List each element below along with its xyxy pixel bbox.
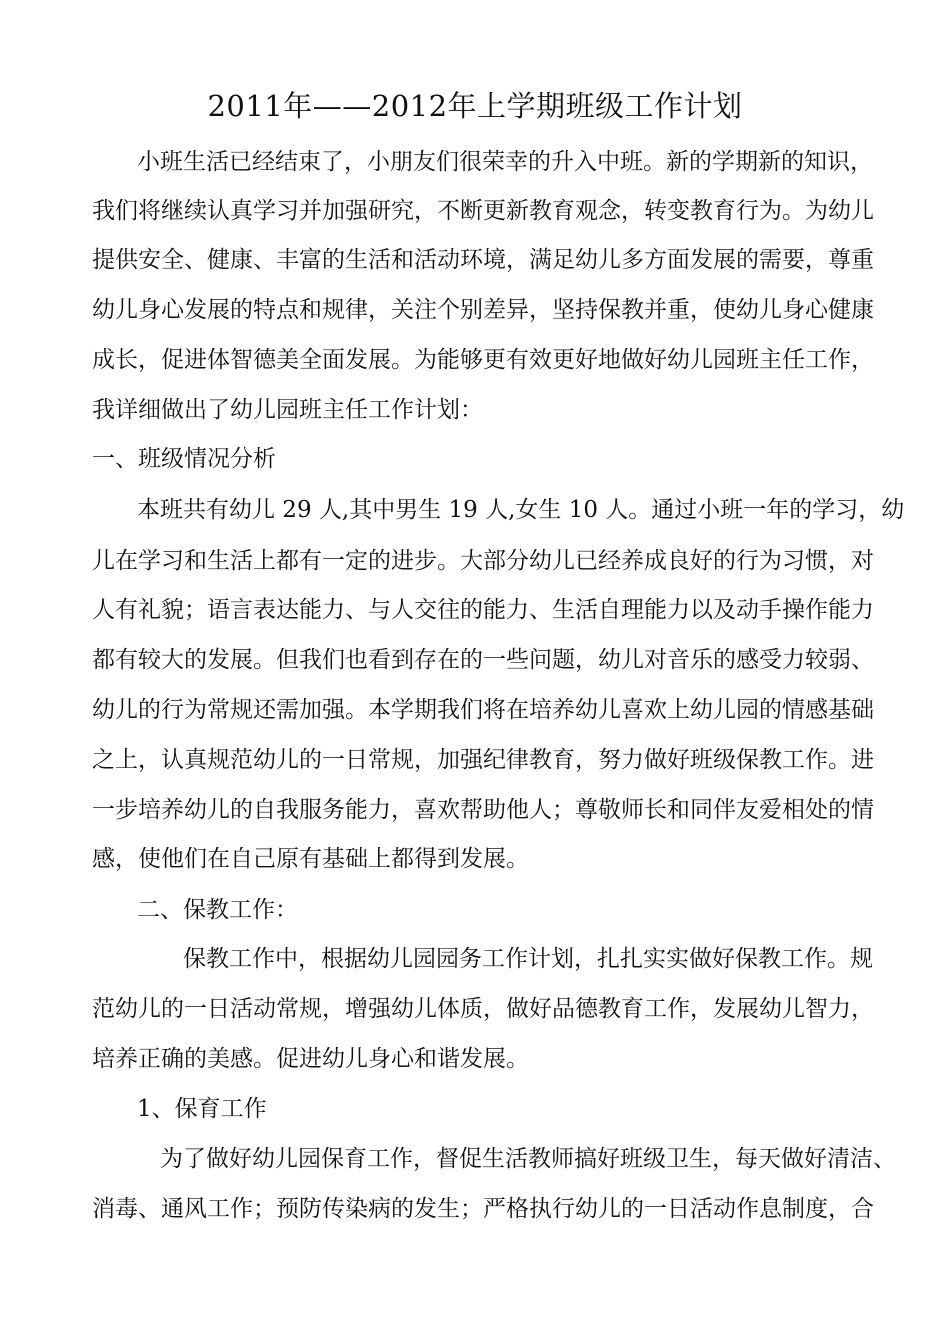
document-title: 2011年——2012年上学期班级工作计划 <box>207 89 743 123</box>
paragraph-line: 小班生活已经结束了，小朋友们很荣幸的升入中班。新的学期新的知识， <box>137 149 873 175</box>
paragraph-line: 消毒、通风工作；预防传染病的发生；严格执行幼儿的一日活动作息制度，合 <box>92 1196 874 1222</box>
paragraph-line: 幼儿身心发展的特点和规律，关注个别差异，坚持保教并重，使幼儿身心健康 <box>92 297 874 323</box>
paragraph-line: 我详细做出了幼儿园班主任工作计划： <box>92 397 483 423</box>
paragraph-line: 本班共有幼儿 29 人,其中男生 19 人,女生 10 人。通过小班一年的学习，幼 <box>137 497 905 523</box>
paragraph-line: 一步培养幼儿的自我服务能力，喜欢帮助他人；尊敬师长和同伴友爱相处的情 <box>92 797 874 823</box>
paragraph-line: 人有礼貌；语言表达能力、与人交往的能力、生活自理能力以及动手操作能力 <box>92 597 874 623</box>
subsection-heading: 1、保育工作 <box>137 1096 267 1122</box>
paragraph-line: 幼儿的行为常规还需加强。本学期我们将在培养幼儿喜欢上幼儿园的情感基础 <box>92 697 874 723</box>
paragraph-line: 成长，促进体智德美全面发展。为能够更有效更好地做好幼儿园班主任工作， <box>92 347 874 373</box>
section-heading: 一、班级情况分析 <box>92 446 276 472</box>
paragraph-line: 儿在学习和生活上都有一定的进步。大部分幼儿已经养成良好的行为习惯，对 <box>92 548 874 574</box>
paragraph-line: 都有较大的发展。但我们也看到存在的一些问题，幼儿对音乐的感受力较弱、 <box>92 647 874 673</box>
paragraph-line: 之上，认真规范幼儿的一日常规，加强纪律教育，努力做好班级保教工作。进 <box>92 747 874 773</box>
paragraph-line: 范幼儿的一日活动常规，增强幼儿体质，做好品德教育工作，发展幼儿智力， <box>92 996 874 1022</box>
paragraph-line: 提供安全、健康、丰富的生活和活动环境，满足幼儿多方面发展的需要，尊重 <box>92 247 874 273</box>
paragraph-line: 感，使他们在自己原有基础上都得到发展。 <box>92 846 529 872</box>
paragraph-line: 为了做好幼儿园保育工作，督促生活教师搞好班级卫生，每天做好清洁、 <box>160 1146 896 1172</box>
section-heading: 二、保教工作： <box>137 897 298 923</box>
paragraph-line: 我们将继续认真学习并加强研究，不断更新教育观念，转变教育行为。为幼儿 <box>92 198 874 224</box>
paragraph-line: 保教工作中，根据幼儿园园务工作计划，扎扎实实做好保教工作。规 <box>183 946 873 972</box>
paragraph-line: 培养正确的美感。促进幼儿身心和谐发展。 <box>92 1046 529 1072</box>
